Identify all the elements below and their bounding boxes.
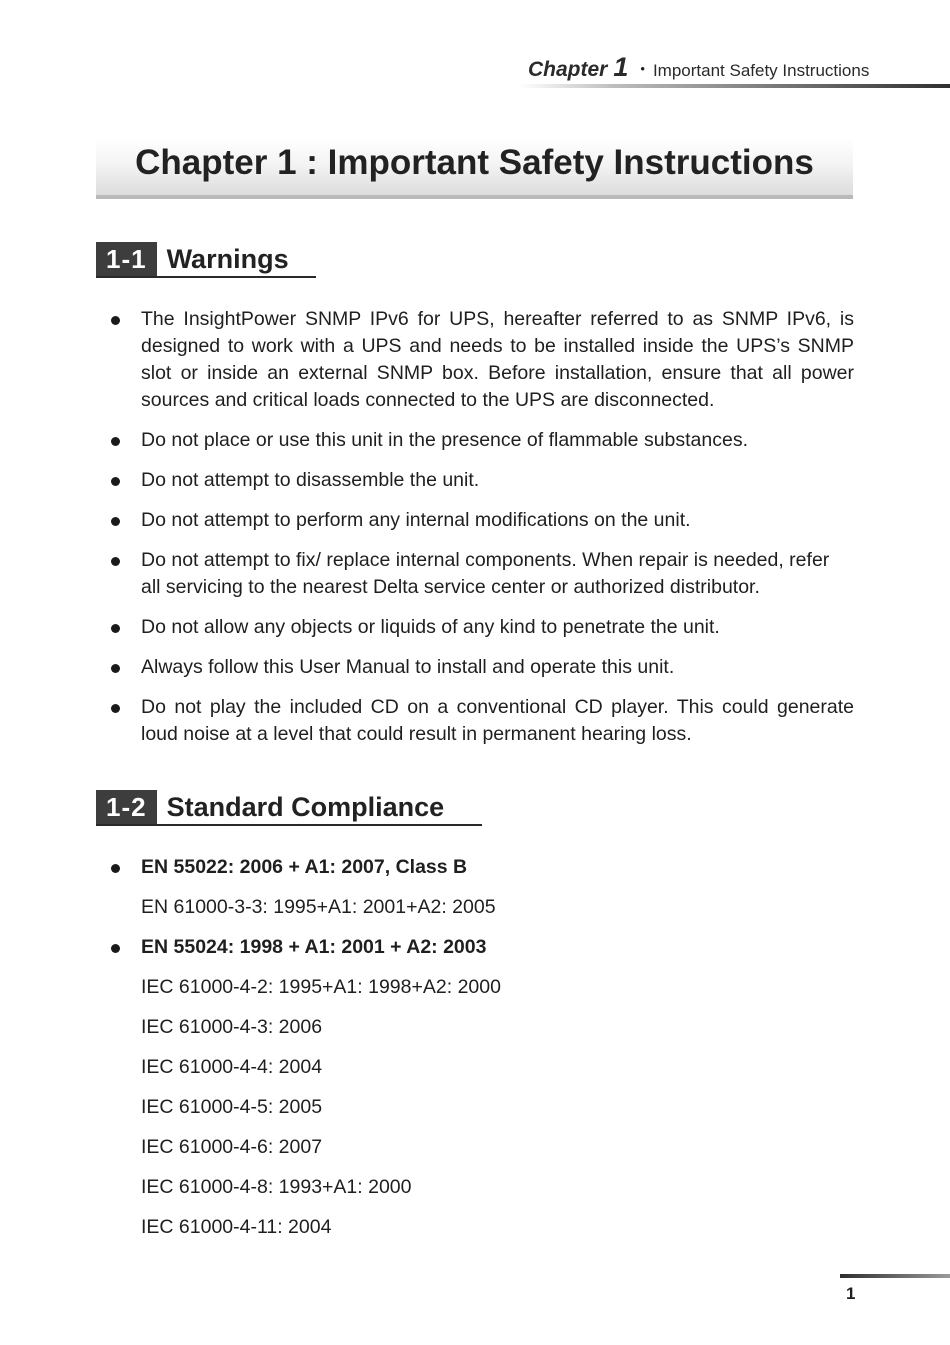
section-underline <box>96 824 482 826</box>
header-title: Important Safety Instructions <box>652 61 870 80</box>
list-item: Do not attempt to perform any internal modifications on the unit. <box>106 507 854 534</box>
header-separator: • <box>640 61 645 76</box>
list-item: EN 61000-3-3: 1995+A1: 2001+A2: 2005 <box>141 896 496 918</box>
header-chapter-number: 1 <box>613 52 629 82</box>
list-item: EN 55024: 1998 + A1: 2001 + A2: 2003 <box>106 934 854 961</box>
list-item: IEC 61000-4-6: 2007 <box>141 1136 323 1158</box>
footer-rule <box>840 1274 950 1278</box>
list-item: Do not attempt to fix/ replace internal components. When repair is needed, refer all servicing to the nearest Delta service center or authorized distributor. <box>106 547 854 601</box>
section-underline <box>96 276 316 278</box>
section-title: Standard Compliance <box>166 792 445 822</box>
section-heading-standard-compliance <box>96 790 444 825</box>
list-item: IEC 61000-4-4: 2004 <box>141 1056 323 1078</box>
list-item: IEC 61000-4-3: 2006 <box>141 1016 323 1038</box>
list-item: Do not play the included CD on a conventional CD player. This could generate loud noise at a level that could result in permanent hearing loss. <box>106 694 854 748</box>
header-chapter-word: Chapter <box>528 58 608 81</box>
list-item: IEC 61000-4-5: 2005 <box>141 1096 323 1118</box>
list-item: IEC 61000-4-2: 1995+A1: 1998+A2: 2000 <box>141 976 501 998</box>
header-rule <box>520 84 950 88</box>
page-number: 1 <box>846 1284 856 1303</box>
running-header <box>528 52 869 83</box>
section-title: Warnings <box>166 244 289 274</box>
section-number: 1-1 <box>96 242 157 277</box>
section-number: 1-2 <box>96 790 157 825</box>
list-item: IEC 61000-4-11: 2004 <box>141 1216 332 1238</box>
list-item: Do not place or use this unit in the presence of flammable substances. <box>106 427 854 454</box>
warnings-list <box>106 306 854 761</box>
list-item: EN 55022: 2006 + A1: 2007, Class B <box>106 854 854 881</box>
list-item: Do not allow any objects or liquids of any kind to penetrate the unit. <box>106 614 854 641</box>
section-heading-warnings <box>96 242 289 277</box>
compliance-list <box>106 854 854 1254</box>
list-item: The InsightPower SNMP IPv6 for UPS, hereafter referred to as SNMP IPv6, is designed to work with a UPS and needs to be installed inside the UPS’s SNMP slot or inside an external SNMP box. Before installation, ensure that all power sources and critical loads connected to the UPS are disconnected. <box>106 306 854 414</box>
list-item: Do not attempt to disassemble the unit. <box>106 467 854 494</box>
list-item: IEC 61000-4-8: 1993+A1: 2000 <box>141 1176 412 1198</box>
chapter-title: Chapter 1 : Important Safety Instructions <box>135 143 814 182</box>
list-item: Always follow this User Manual to install and operate this unit. <box>106 654 854 681</box>
